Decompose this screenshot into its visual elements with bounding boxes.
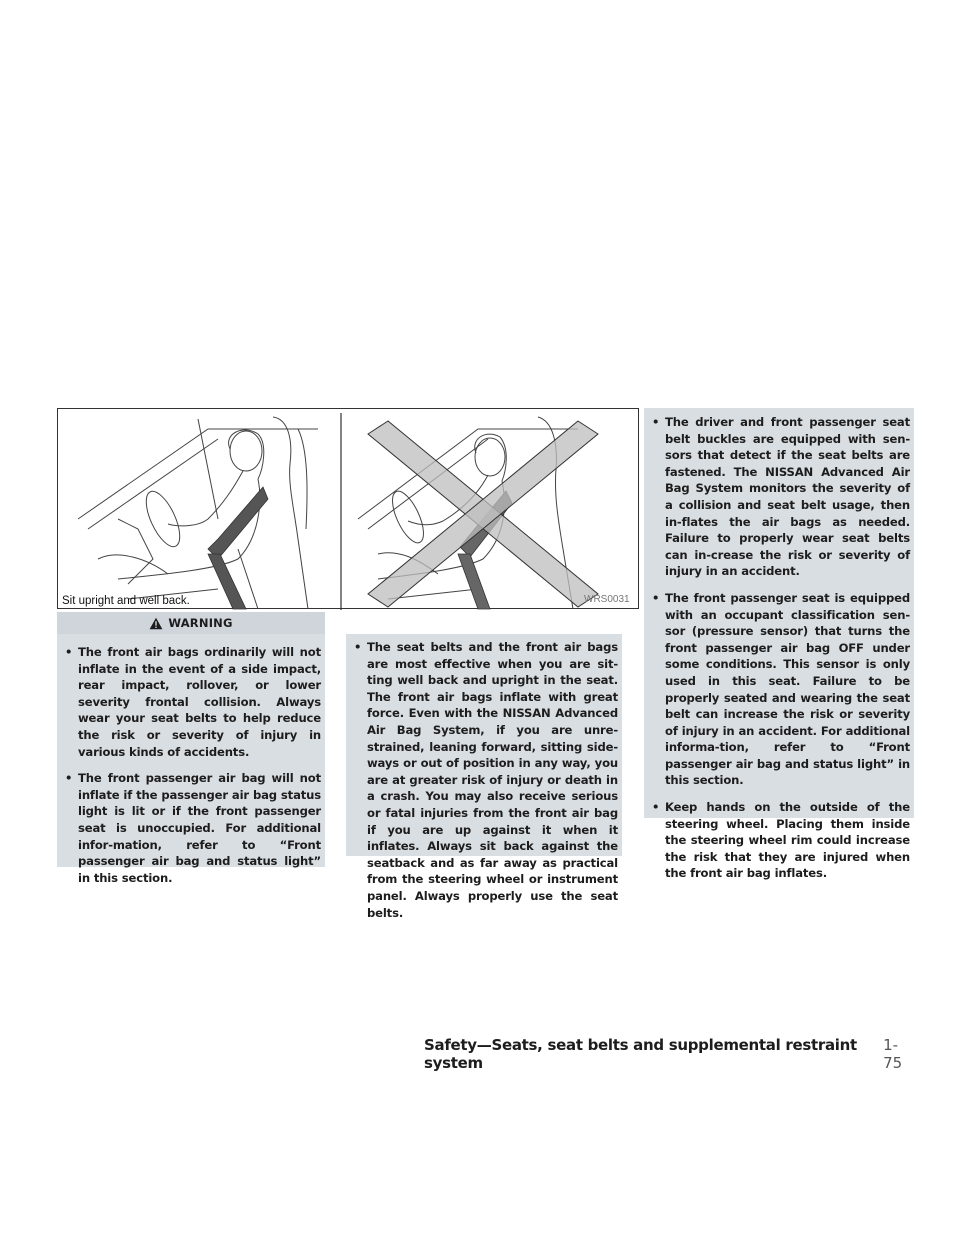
- warning-column-1: [57, 634, 325, 885]
- warning-list-1: [59, 644, 321, 886]
- warning-column-2: [346, 634, 622, 920]
- warning-triangle-icon: [149, 617, 163, 630]
- warning-item: • The front passenger air bag will not inflate if the passenger air bag status light is lit or if the front passenger seat is unoccupied. For additional infor-mation, refer to “Front passenger air bag and status light” in this section.: [59, 770, 321, 886]
- warning-title: WARNING: [168, 616, 233, 630]
- shoulder-belt-left: [208, 487, 268, 559]
- warning-item: • Keep hands on the outside of the steering wheel. Placing them inside the steering wheel rim could increase the risk that they are injured when the front air bag inflates.: [646, 799, 910, 882]
- warning-column-3: [644, 408, 914, 881]
- warning-list-3: [646, 414, 910, 882]
- page-number: 1-75: [883, 1036, 903, 1072]
- seating-drawing: [58, 409, 640, 610]
- lap-belt-left: [208, 554, 246, 609]
- warning-header: [57, 612, 325, 634]
- section-title: Safety—Seats, seat belts and supplemental restraint system: [424, 1036, 857, 1072]
- seating-illustration: [57, 408, 639, 609]
- warning-item: • The seat belts and the front air bags are most effective when you are sit-ting well back and upright in the seat. The front air bags inflate with great force. Even with the NISSAN Advanced Air Bag System, if you are unre-strained, leaning forward, sitting side-ways or out of position in any way, you are at greater risk of injury or death in a crash. You may also receive serious or fatal injuries from the front air bag if you are up against it when it inflates. Always sit back against the seatback and as far away as practical from the steering wheel or instrument panel. Always properly use the seat belts.: [348, 639, 618, 921]
- page-footer: [424, 1036, 914, 1072]
- correct-posture-drawing: [78, 417, 318, 609]
- warning-item: • The driver and front passenger seat belt buckles are equipped with sen-sors that detect if the seat belts are fastened. The NISSAN Advanced Air Bag System monitors the severity of a collision and seat belt usage, then in-flates the air bags as needed. Failure to properly wear seat belts can in-crease the risk or severity of injury in an accident.: [646, 414, 910, 580]
- warning-item: • The front air bags ordinarily will not inflate in the event of a side impact, rear impact, rollover, or lower severity frontal collision. Always wear your seat belts to help reduce the risk or severity of injury in various kinds of accidents.: [59, 644, 321, 760]
- figure-id: WRS0031: [584, 594, 630, 605]
- warning-item: • The front passenger seat is equipped with an occupant classification sen-sor (pressure sensor) that turns the front passenger air bag OFF under some conditions. This sensor is only used in this seat. Failure to be properly seated and wearing the seat belt can increase the risk or severity of injury in an accident. For additional informa-tion, refer to “Front passenger air bag and status light” in this section.: [646, 590, 910, 789]
- figure-caption: Sit upright and well back.: [62, 595, 190, 607]
- warning-list-2: [348, 639, 618, 921]
